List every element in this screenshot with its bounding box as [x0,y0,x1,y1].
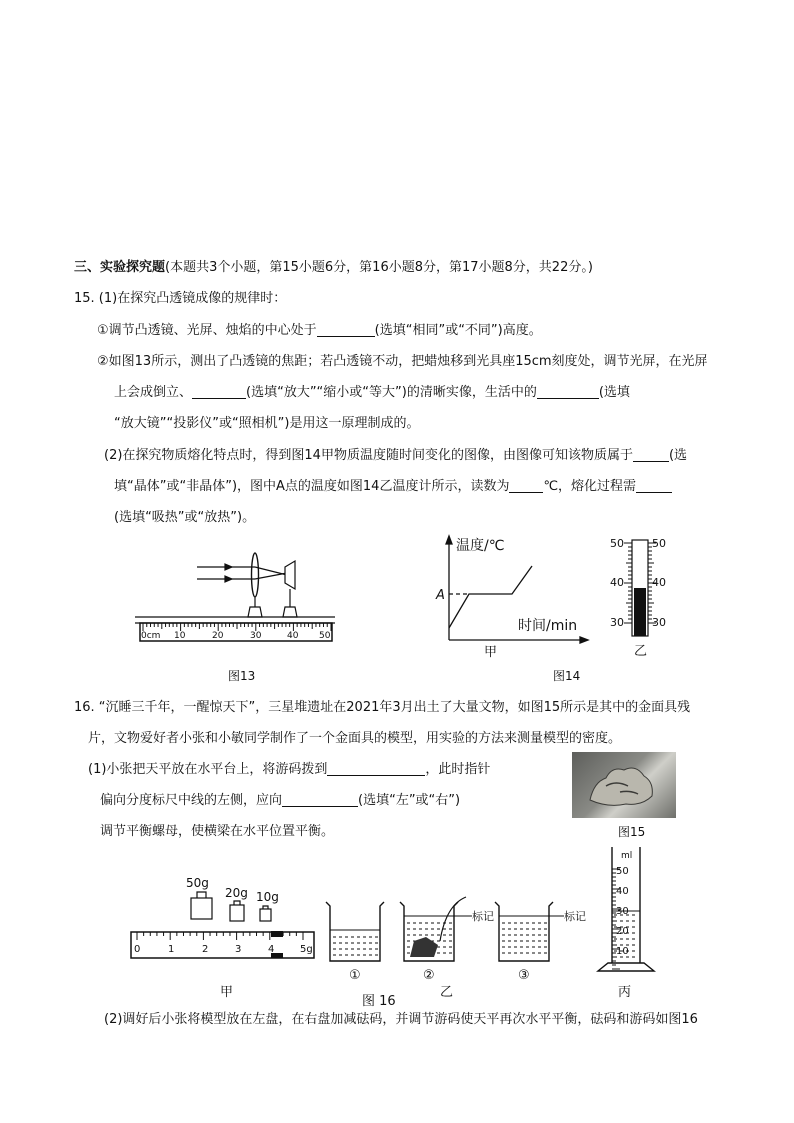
q15-part3-line1 [104,447,687,465]
answer-blank-device[interactable] [537,384,599,399]
figure-15-gold-mask-photo [572,752,676,818]
q15-part2-text-d: (选填 [598,385,630,400]
q15-part2-text-b: 上会成倒立、 [114,385,193,400]
thermo-label-right: 40 [652,576,666,589]
q16-part1-text-a: (1)小张把天平放在水平台上，将游码拨到 [88,762,328,777]
q15-part2-line3: “放大镜”“投影仪”或“照相机”)是用这一原理制成的。 [114,416,420,431]
answer-blank-temperature[interactable] [509,478,543,493]
q16-part1-text-b: ，此时指针 [425,762,491,777]
fig14-x-label: 时间/min [518,618,578,634]
q15-part3-text-a: (2)在探究物质熔化特点时，得到图14甲物质温度随时间变化的图像，由图像可知该物质属于 [104,448,633,463]
cylinder-unit: ml [621,851,633,861]
rider-ruler-label: 3 [235,944,242,955]
fig13-ruler-label: 40 [287,631,299,641]
cylinder-label: 50 [616,866,629,877]
q16-part1-text-c: 偏向分度标尺中线的左侧，应向 [100,793,283,808]
q16-part1-text-d: (选填“左”或“右”) [358,793,461,808]
fig13-ruler-label: 20 [212,631,224,641]
fig14-sub-b: 乙 [634,644,648,659]
cylinder-label: 40 [616,886,629,897]
beaker-2 [400,897,472,961]
figure-14-thermometer [604,534,676,660]
fig16-caption: 图 16 [362,994,396,1009]
q15-part3-text-d: ℃，熔化过程需 [543,479,637,494]
section-heading [74,259,593,277]
figure-16 [128,845,678,1010]
fig13-ruler-label: 0cm [141,631,161,641]
rider-ruler-label: 5g [300,944,313,955]
weight-label: 10g [256,890,279,904]
q15-part3-line2 [114,478,672,496]
fig14-y-label: 温度/℃ [456,538,505,554]
fig15-caption: 图15 [618,825,646,839]
figure-13-optical-bench [135,545,335,645]
answer-blank-direction[interactable] [282,792,358,807]
cylinder-label: 20 [616,926,629,937]
q16-part2-line1: (2)调好后小张将模型放在左盘，在右盘加减砝码，并调节游码使天平再次水平平衡，砝码和游码如图16 [104,1012,698,1027]
gold-mask-fragment [572,752,676,818]
q15-part3-line3: (选填“吸热”或“放热”)。 [114,510,256,525]
fig16-sub-b: 乙 [440,985,454,1000]
q15-part2-line1: ②如图13所示，测出了凸透镜的焦距；若凸透镜不动，把蜡烛移到光具座15cm刻度处，调节光屏，在光屏 [97,354,708,369]
thermometer-liquid [634,588,646,636]
answer-blank-image-size[interactable] [192,384,246,399]
q15-part2-line2 [114,384,630,402]
beaker-label: ② [423,968,435,983]
q15-part3-text-c: 填“晶体”或“非晶体”)，图中A点的温度如图14乙温度计所示，读数为 [114,479,510,494]
answer-blank-same-height[interactable] [317,322,375,337]
mark-label: 标记 [564,910,586,923]
fig13-caption: 图13 [228,669,256,683]
rider-ruler-label: 4 [268,944,275,955]
thermo-label-left: 30 [610,616,624,629]
figure-14-graph [432,534,592,660]
beaker-label: ③ [518,968,530,983]
cylinder-label: 30 [616,906,629,917]
fig14-point-label: A [436,588,445,603]
fig13-ruler-label: 30 [250,631,262,641]
q16-part1-line3: 调节平衡螺母，使横梁在水平位置平衡。 [100,824,335,839]
thermo-label-left: 50 [610,537,624,550]
fig16-sub-c: 丙 [618,985,632,1000]
rider-ruler [131,932,314,958]
section-title: 三、实验探究题 [74,260,166,275]
q15-part3-text-b: (选 [668,448,688,463]
rider-ruler-label: 1 [168,944,175,955]
q16-line2: 片，文物爱好者小张和小敏同学制作了一个金面具的模型，用实验的方法来测量模型的密度。 [88,731,622,746]
q16-part1-line2 [100,792,460,810]
fig13-ruler-label: 10 [174,631,186,641]
q15-part1-text-a: ①调节凸透镜、光屏、烛焰的中心处于 [97,323,317,338]
answer-blank-heat[interactable] [636,478,672,493]
answer-blank-crystal[interactable] [633,447,669,462]
mask-model [410,937,438,957]
q15-stem: 15. (1)在探究凸透镜成像的规律时： [74,291,287,306]
fig16-sub-a: 甲 [220,985,234,1000]
thermo-label-right: 50 [652,537,666,550]
q16-line1: 16. “沉睡三千年，一醒惊天下”，三星堆遗址在2021年3月出土了大量文物，如图15所示是其中的金面具残 [74,700,691,715]
thermo-label-right: 30 [652,616,666,629]
weight-label: 50g [186,876,209,890]
beaker-3 [495,902,564,961]
q16-part1-line1 [88,761,490,779]
fig14-caption: 图14 [553,669,581,683]
answer-blank-rider-position[interactable] [327,761,425,776]
fig14-sub-a: 甲 [484,645,498,660]
q15-part1-text-b: (选填“相同”或“不同”)高度。 [374,323,542,338]
beaker-1 [326,902,384,961]
q15-part2-text-c: (选填“放大”“缩小或“等大”)的清晰实像，生活中的 [246,385,537,400]
mark-label: 标记 [472,910,494,923]
beaker-label: ① [349,968,361,983]
rider-ruler-label: 2 [202,944,209,955]
weight-label: 20g [225,886,248,900]
rider-ruler-label: 0 [134,944,141,955]
fig13-ruler-label: 50 [319,631,331,641]
section-note: (本题共3个小题，第15小题6分，第16小题8分，第17小题8分，共22分。) [165,260,593,275]
rider [271,931,283,937]
q15-part1 [97,322,542,340]
thermo-label-left: 40 [610,576,624,589]
cylinder-label: 10 [616,946,629,957]
